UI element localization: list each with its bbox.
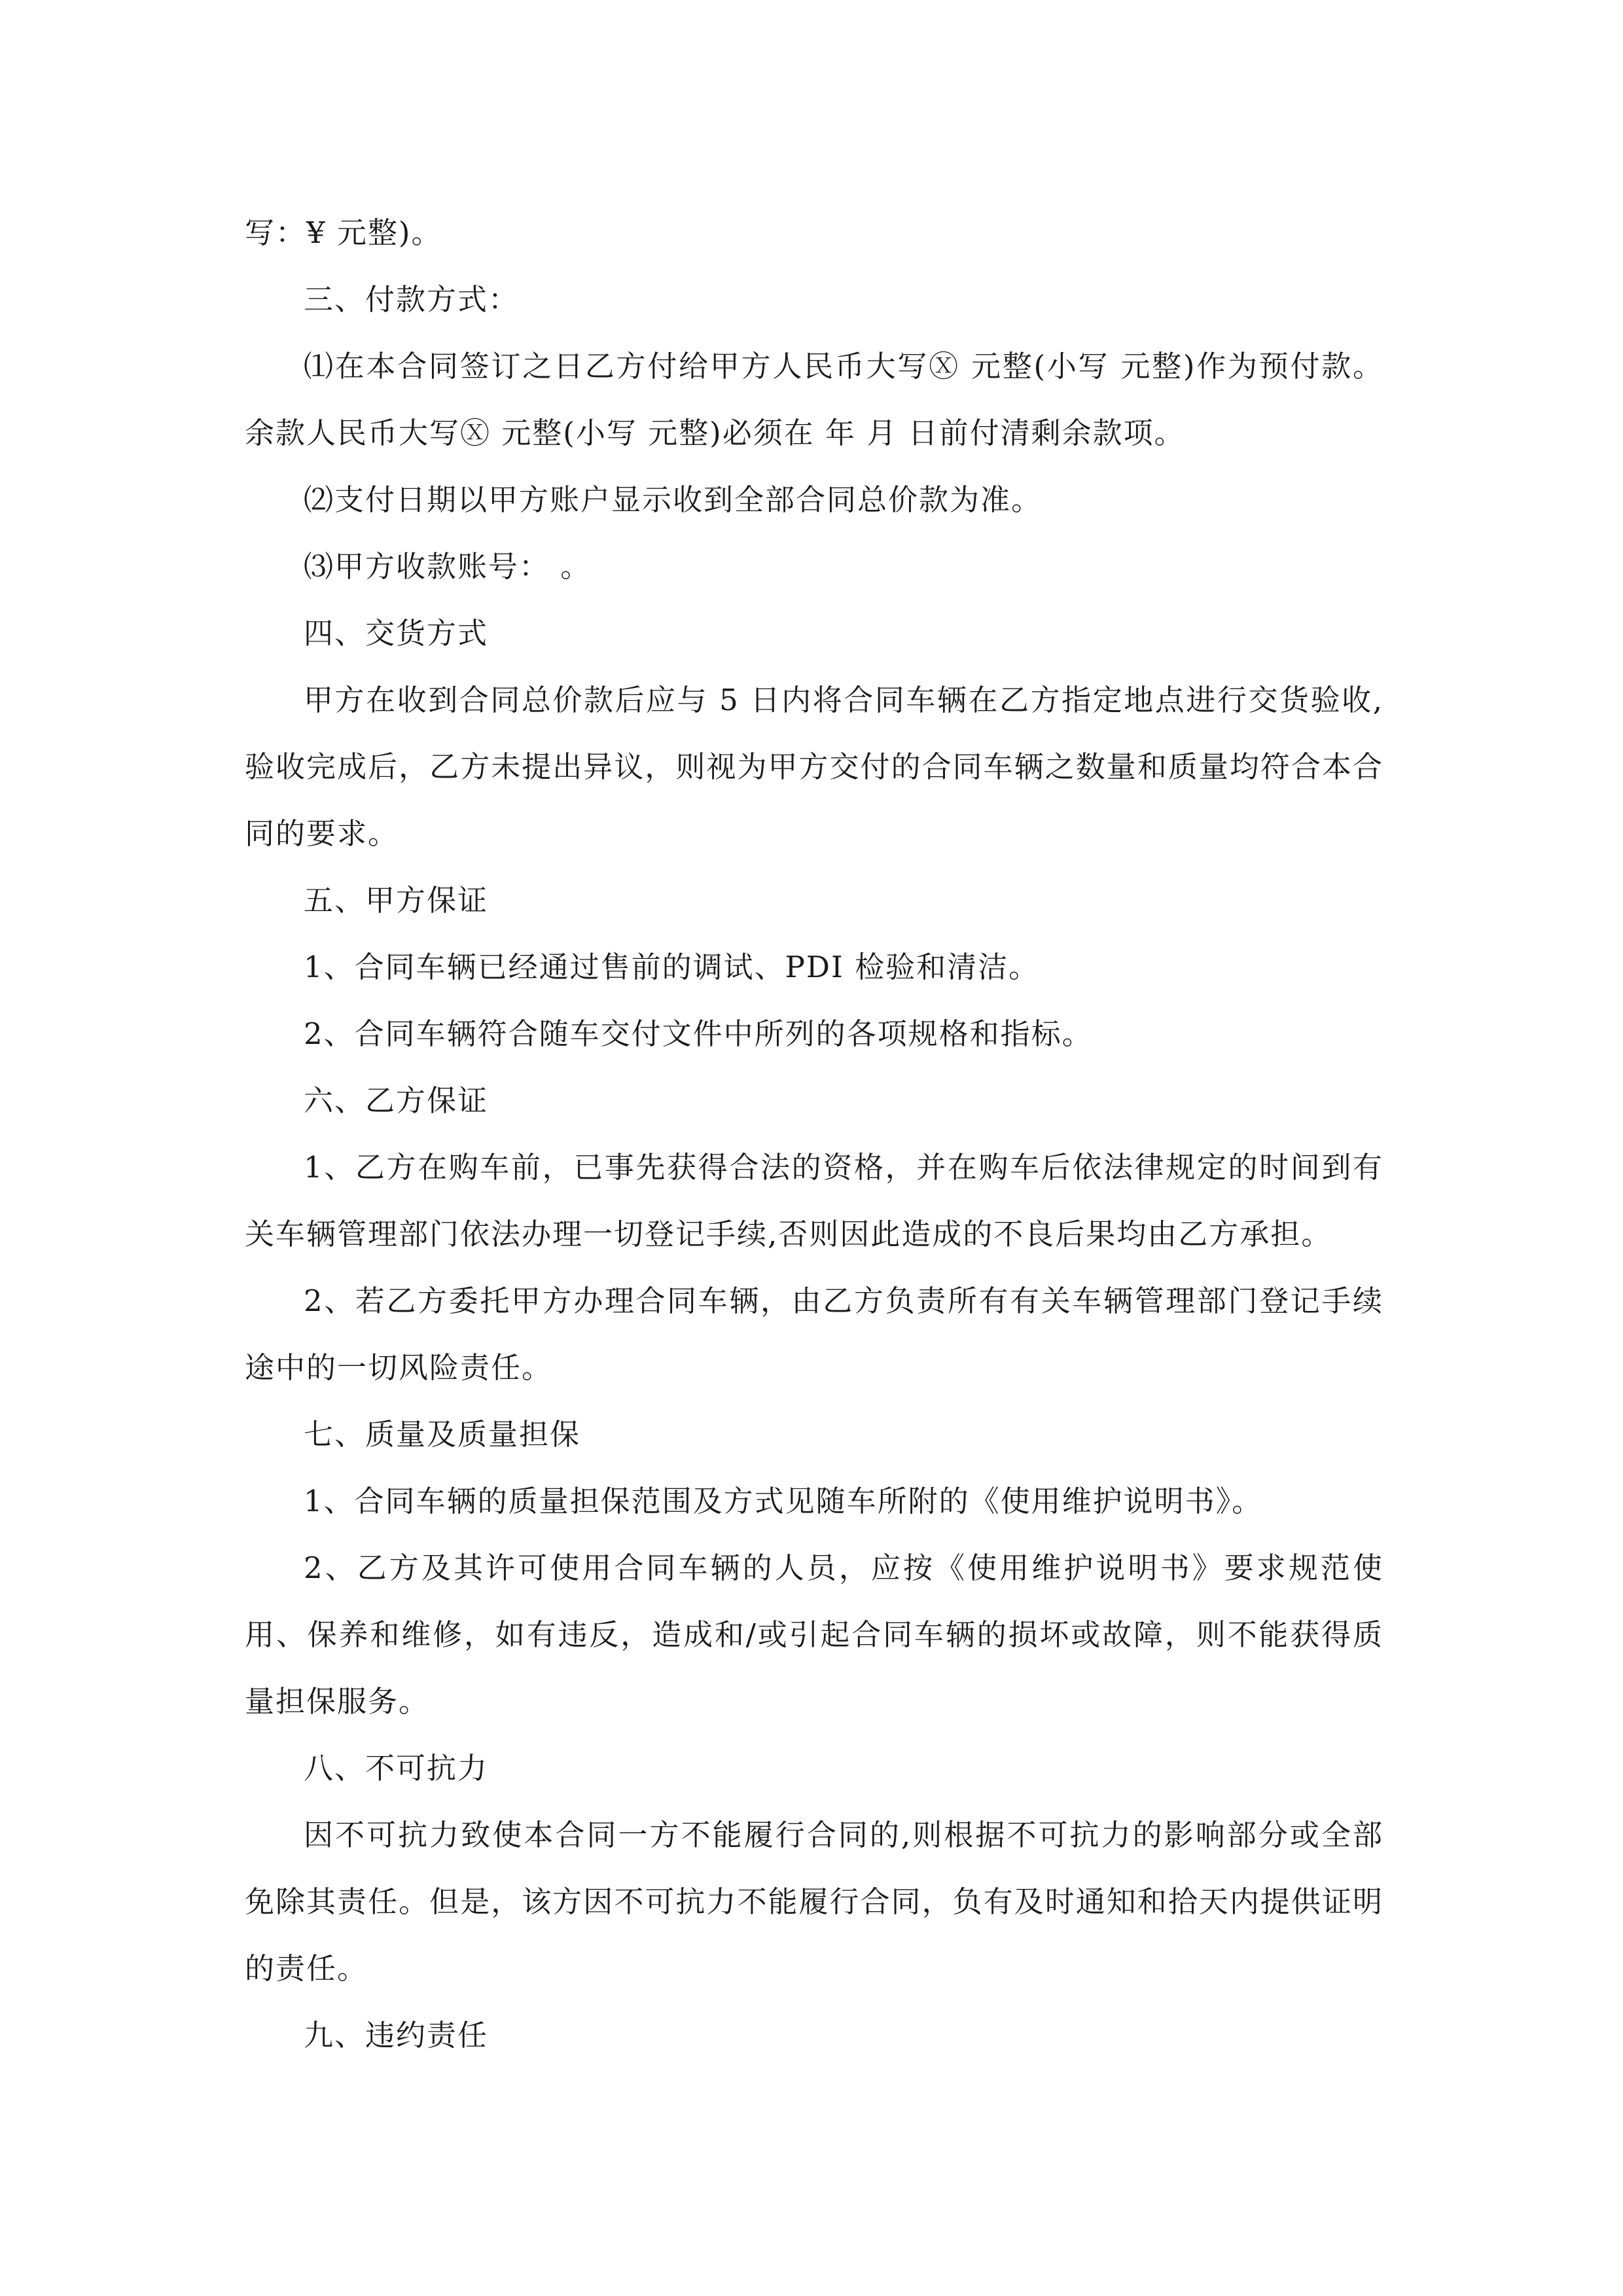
section-heading-payment-method: 三、付款方式： xyxy=(304,282,520,317)
paragraph-payment-clause-1: ⑴在本合同签订之日乙方付给甲方人民币大写Ⓧ 元整(小写 元整)作为预付款。余款人民币大写Ⓧ 元整(小写 元整)必须在 年 月 日前付清剩余款项。 xyxy=(245,349,1383,450)
paragraph-party-a-guarantee-1: 1、合同车辆已经通过售前的调试、PDI 检验和清洁。 xyxy=(304,950,1040,984)
paragraph-payment-clause-3: ⑶甲方收款账号： 。 xyxy=(304,549,592,584)
paragraph-continuation: 写：¥ 元整)。 xyxy=(245,215,442,250)
paragraph-quality-warranty-2: 2、乙方及其许可使用合同车辆的人员，应按《使用维护说明书》要求规范使用、保养和维修，如有违反，造成和/或引起合同车辆的损坏或故障，则不能获得质量担保服务。 xyxy=(245,1551,1383,1719)
section-heading-party-a-guarantee: 五、甲方保证 xyxy=(304,883,489,918)
contract-body xyxy=(245,200,1383,2069)
paragraph-party-b-guarantee-1: 1、乙方在购车前，已事先获得合法的资格，并在购车后依法律规定的时间到有关车辆管理部门依法办理一切登记手续,否则因此造成的不良后果均由乙方承担。 xyxy=(245,1150,1383,1251)
section-heading-delivery-method: 四、交货方式 xyxy=(304,616,489,651)
paragraph-quality-warranty-1: 1、合同车辆的质量担保范围及方式见随车所附的《使用维护说明书》。 xyxy=(304,1484,1263,1518)
section-heading-liability: 九、违约责任 xyxy=(304,2018,489,2053)
section-heading-party-b-guarantee: 六、乙方保证 xyxy=(304,1083,489,1118)
paragraph-delivery: 甲方在收到合同总价款后应与 5 日内将合同车辆在乙方指定地点进行交货验收,验收完成后，乙方未提出异议，则视为甲方交付的合同车辆之数量和质量均符合本合同的要求。 xyxy=(245,683,1383,851)
paragraph-force-majeure: 因不可抗力致使本合同一方不能履行合同的,则根据不可抗力的影响部分或全部免除其责任。但是，该方因不可抗力不能履行合同，负有及时通知和拾天内提供证明的责任。 xyxy=(245,1818,1383,1986)
paragraph-party-b-guarantee-2: 2、若乙方委托甲方办理合同车辆，由乙方负责所有有关车辆管理部门登记手续途中的一切风险责任。 xyxy=(245,1283,1383,1385)
section-heading-quality-warranty: 七、质量及质量担保 xyxy=(304,1417,581,1452)
paragraph-party-a-guarantee-2: 2、合同车辆符合随车交付文件中所列的各项规格和指标。 xyxy=(304,1016,1093,1051)
paragraph-payment-clause-2: ⑵支付日期以甲方账户显示收到全部合同总价款为准。 xyxy=(304,482,1043,517)
section-heading-force-majeure: 八、不可抗力 xyxy=(304,1751,489,1785)
